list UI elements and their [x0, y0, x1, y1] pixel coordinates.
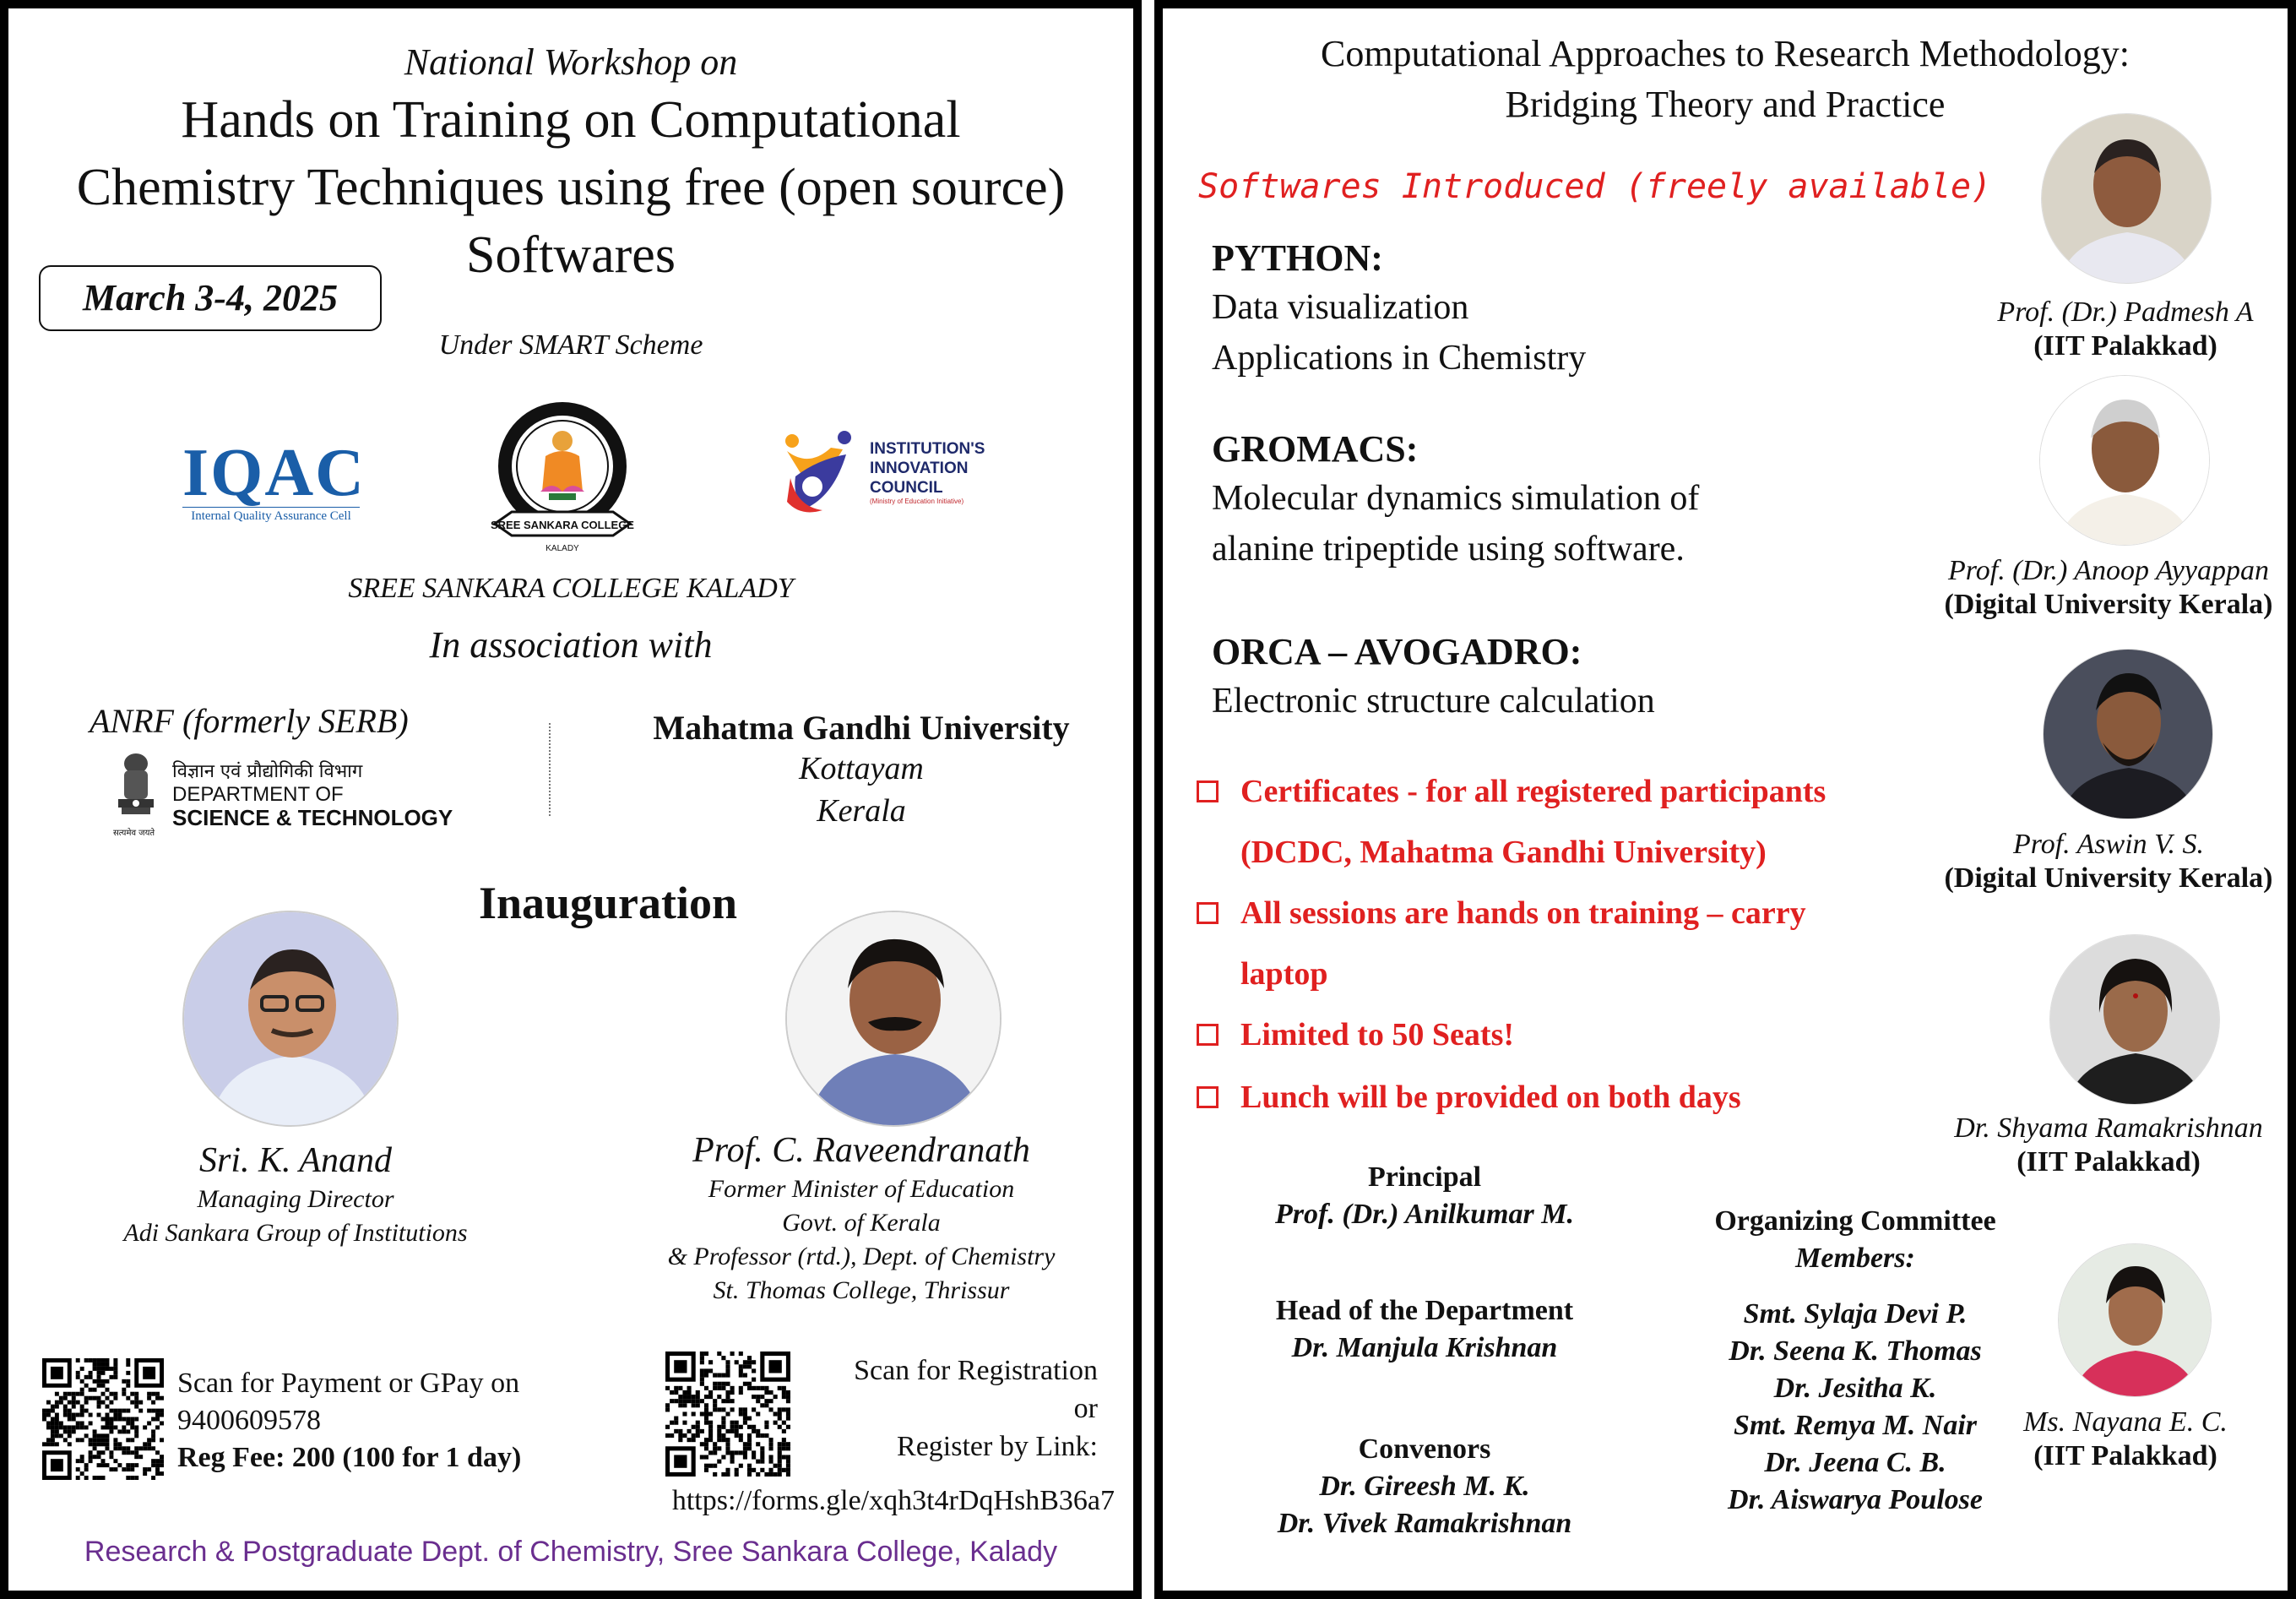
- title-line: Softwares: [466, 226, 676, 284]
- registration-qr-code[interactable]: [665, 1352, 790, 1477]
- speaker-affiliation: (IIT Palakkad): [2016, 1146, 2201, 1177]
- scheme-label: Under SMART Scheme: [438, 329, 703, 361]
- association-divider: [549, 723, 551, 816]
- guest2-name: Prof. C. Raveendranath: [692, 1131, 1030, 1170]
- note-item-continuation: [1197, 823, 1957, 882]
- qr-code-icon: [42, 1358, 164, 1480]
- iqac-logo: [182, 436, 366, 525]
- software-desc: Data visualization: [1212, 288, 1469, 327]
- software-python: [1212, 235, 1862, 383]
- association-label: In association with: [429, 624, 713, 666]
- committee-member: Dr. Jeena C. B.: [1764, 1447, 1946, 1478]
- speaker-info: [1906, 828, 2296, 895]
- committee-member: Dr. Aiswarya Poulose: [1728, 1484, 1983, 1515]
- right-title-line: Computational Approaches to Research Methodology:: [1320, 33, 2130, 74]
- speaker-info: [1923, 1406, 2296, 1473]
- dst-line2: SCIENCE & TECHNOLOGY: [172, 805, 453, 830]
- registration-fee: Reg Fee: 200 (100 for 1 day): [177, 1442, 522, 1473]
- note-text: Limited to 50 Seats!: [1240, 1017, 1515, 1052]
- note-item: [1197, 1066, 1957, 1129]
- software-orca: [1212, 628, 1862, 726]
- hod-name: Dr. Manjula Krishnan: [1291, 1332, 1558, 1363]
- checkbox-square-icon: [1197, 1024, 1219, 1046]
- speaker-photo: [2058, 1243, 2212, 1397]
- checkbox-square-icon: [1197, 902, 1219, 924]
- registration-line: Scan for Registration: [854, 1355, 1098, 1386]
- software-desc: Molecular dynamics simulation of: [1212, 479, 1700, 518]
- speaker-photo: [2043, 649, 2213, 819]
- registration-link[interactable]: https://forms.gle/xqh3t4rDqHshB36a7: [671, 1485, 1115, 1516]
- title-line: Hands on Training on Computational: [181, 91, 961, 149]
- dst-line1: DEPARTMENT OF: [172, 783, 344, 806]
- principal-block: [1205, 1159, 1644, 1233]
- college-seal-logo: [486, 397, 638, 557]
- software-desc: alanine tripeptide using software.: [1212, 530, 1685, 568]
- note-text: Lunch will be provided on both days: [1240, 1080, 1741, 1115]
- left-poster-panel: [0, 0, 1142, 1599]
- college-name: SREE SANKARA COLLEGE KALADY: [348, 573, 794, 604]
- convenor-title: Convenors: [1358, 1433, 1491, 1465]
- workshop-label: National Workshop on: [404, 41, 738, 83]
- speaker-info: [1923, 296, 2296, 363]
- emblem-motto: सत्यमेव जयते: [113, 829, 155, 838]
- seal-banner-text: SREE SANKARA COLLEGE: [491, 519, 634, 531]
- software-desc: Electronic structure calculation: [1212, 682, 1655, 721]
- speaker-name: Prof. (Dr.) Padmesh A: [1997, 296, 2254, 328]
- guest1-photo: [182, 911, 399, 1127]
- guest2-line: & Professor (rtd.), Dept. of Chemistry: [667, 1243, 1056, 1270]
- software-name: ORCA – AVOGADRO:: [1212, 631, 1582, 672]
- guest1-role: Managing Director: [197, 1185, 394, 1213]
- dst-hindi-name: विज्ञान एवं प्रौद्योगिकी विभाग: [172, 761, 363, 782]
- convenor-block: [1205, 1431, 1644, 1542]
- iic-line: COUNCIL: [870, 479, 943, 497]
- guest2-info: [616, 1129, 1106, 1308]
- footer-department: Research & Postgraduate Dept. of Chemistry, Sree Sankara College, Kalady: [84, 1536, 1058, 1568]
- date-badge: March 3-4, 2025: [39, 265, 382, 331]
- note-item-continuation: [1197, 944, 1957, 1003]
- person-avatar-icon: [2042, 114, 2212, 284]
- iqac-logo-text: IQAC: [182, 436, 366, 510]
- person-avatar-icon: [787, 912, 1001, 1127]
- speaker-name: Ms. Nayana E. C.: [2023, 1406, 2228, 1438]
- speaker-photo: [2049, 934, 2220, 1105]
- anrf-label: ANRF (formerly SERB): [90, 702, 409, 740]
- notes-list: [1197, 760, 1957, 1129]
- right-title-line: Bridging Theory and Practice: [1505, 84, 1946, 125]
- iic-line: INNOVATION: [870, 460, 969, 477]
- dst-logo: [113, 748, 468, 846]
- mgu-city: Kottayam: [799, 751, 924, 786]
- inauguration-heading: Inauguration: [478, 878, 738, 928]
- note-item: [1197, 882, 1957, 944]
- checkbox-square-icon: [1197, 1086, 1219, 1108]
- software-desc: Applications in Chemistry: [1212, 339, 1587, 378]
- note-text: All sessions are hands on training – carry: [1240, 895, 1806, 931]
- payment-phone: 9400609578: [177, 1405, 321, 1436]
- speaker-affiliation: (Digital University Kerala): [1944, 862, 2273, 894]
- committee-subtitle: Members:: [1795, 1243, 1915, 1274]
- principal-name: Prof. (Dr.) Anilkumar M.: [1275, 1199, 1574, 1230]
- note-text: Certificates - for all registered participants: [1240, 774, 1826, 809]
- guest2-line: St. Thomas College, Thrissur: [713, 1276, 1010, 1304]
- iic-line: INSTITUTION'S: [870, 440, 985, 458]
- mgu-state: Kerala: [817, 793, 906, 829]
- committee-title: Organizing Committee: [1714, 1205, 1996, 1237]
- iic-logo: [775, 426, 1020, 527]
- note-text: laptop: [1240, 956, 1328, 992]
- guest2-photo: [785, 911, 1001, 1127]
- right-poster-panel: [1154, 0, 2296, 1599]
- hod-title: Head of the Department: [1275, 1295, 1574, 1326]
- hod-block: [1205, 1292, 1644, 1367]
- registration-info: [802, 1352, 1098, 1466]
- workshop-title: [8, 86, 1133, 289]
- committee-member: Dr. Jesitha K.: [1773, 1373, 1937, 1404]
- speaker-info: [1906, 1112, 2296, 1179]
- college-seal-icon: [486, 397, 638, 557]
- committee-member: Smt. Sylaja Devi P.: [1743, 1298, 1968, 1330]
- note-item: [1197, 1003, 1957, 1066]
- convenor-name: Dr. Vivek Ramakrishnan: [1277, 1508, 1572, 1539]
- speaker-affiliation: (Digital University Kerala): [1944, 589, 2273, 620]
- payment-line: Scan for Payment or GPay on: [177, 1368, 520, 1399]
- speaker-name: Prof. Aswin V. S.: [2012, 829, 2205, 860]
- person-avatar-icon: [184, 912, 399, 1127]
- payment-info: [177, 1365, 521, 1477]
- principal-title: Principal: [1367, 1161, 1482, 1193]
- speaker-name: Prof. (Dr.) Anoop Ayyappan: [1948, 555, 2269, 586]
- qr-code-icon: [665, 1352, 790, 1477]
- checkbox-square-icon: [1197, 780, 1219, 802]
- person-avatar-icon: [2040, 376, 2210, 546]
- person-avatar-icon: [2050, 935, 2220, 1105]
- note-item: [1197, 760, 1957, 823]
- note-text: (DCDC, Mahatma Gandhi University): [1240, 835, 1767, 870]
- mgu-block: [625, 708, 1098, 832]
- software-heading: Softwares Introduced (freely available): [1198, 167, 1992, 206]
- speaker-photo: [2041, 113, 2212, 284]
- convenor-name: Dr. Gireesh M. K.: [1319, 1471, 1530, 1502]
- guest2-line: Govt. of Kerala: [782, 1209, 941, 1237]
- software-gromacs: [1212, 426, 1862, 574]
- software-name: PYTHON:: [1212, 237, 1383, 279]
- guest2-line: Former Minister of Education: [708, 1175, 1015, 1203]
- iic-emblem-icon: [775, 426, 860, 519]
- speaker-affiliation: (IIT Palakkad): [2033, 330, 2217, 362]
- payment-qr-code[interactable]: [42, 1358, 164, 1480]
- committee-member: Dr. Seena K. Thomas: [1729, 1335, 1982, 1367]
- title-line: Chemistry Techniques using free (open source): [76, 159, 1066, 216]
- person-avatar-icon: [2044, 650, 2213, 819]
- seal-sub-text: KALADY: [546, 544, 579, 553]
- speaker-affiliation: (IIT Palakkad): [2033, 1440, 2217, 1471]
- registration-line: Register by Link:: [897, 1431, 1098, 1462]
- guest1-org: Adi Sankara Group of Institutions: [123, 1219, 468, 1247]
- speaker-name: Dr. Shyama Ramakrishnan: [1954, 1112, 2263, 1144]
- guest1-info: [59, 1139, 532, 1250]
- person-avatar-icon: [2059, 1244, 2212, 1397]
- committee-member: Smt. Remya M. Nair: [1733, 1410, 1978, 1441]
- iqac-logo-subtext: Internal Quality Assurance Cell: [182, 507, 360, 524]
- mgu-name: Mahatma Gandhi University: [653, 709, 1070, 747]
- speaker-info: [1906, 554, 2296, 622]
- registration-line: or: [1073, 1393, 1098, 1424]
- software-name: GROMACS:: [1212, 428, 1419, 470]
- guest1-name: Sri. K. Anand: [199, 1141, 392, 1180]
- speaker-photo: [2039, 375, 2210, 546]
- iic-sub: (Ministry of Education Initiative): [870, 498, 964, 505]
